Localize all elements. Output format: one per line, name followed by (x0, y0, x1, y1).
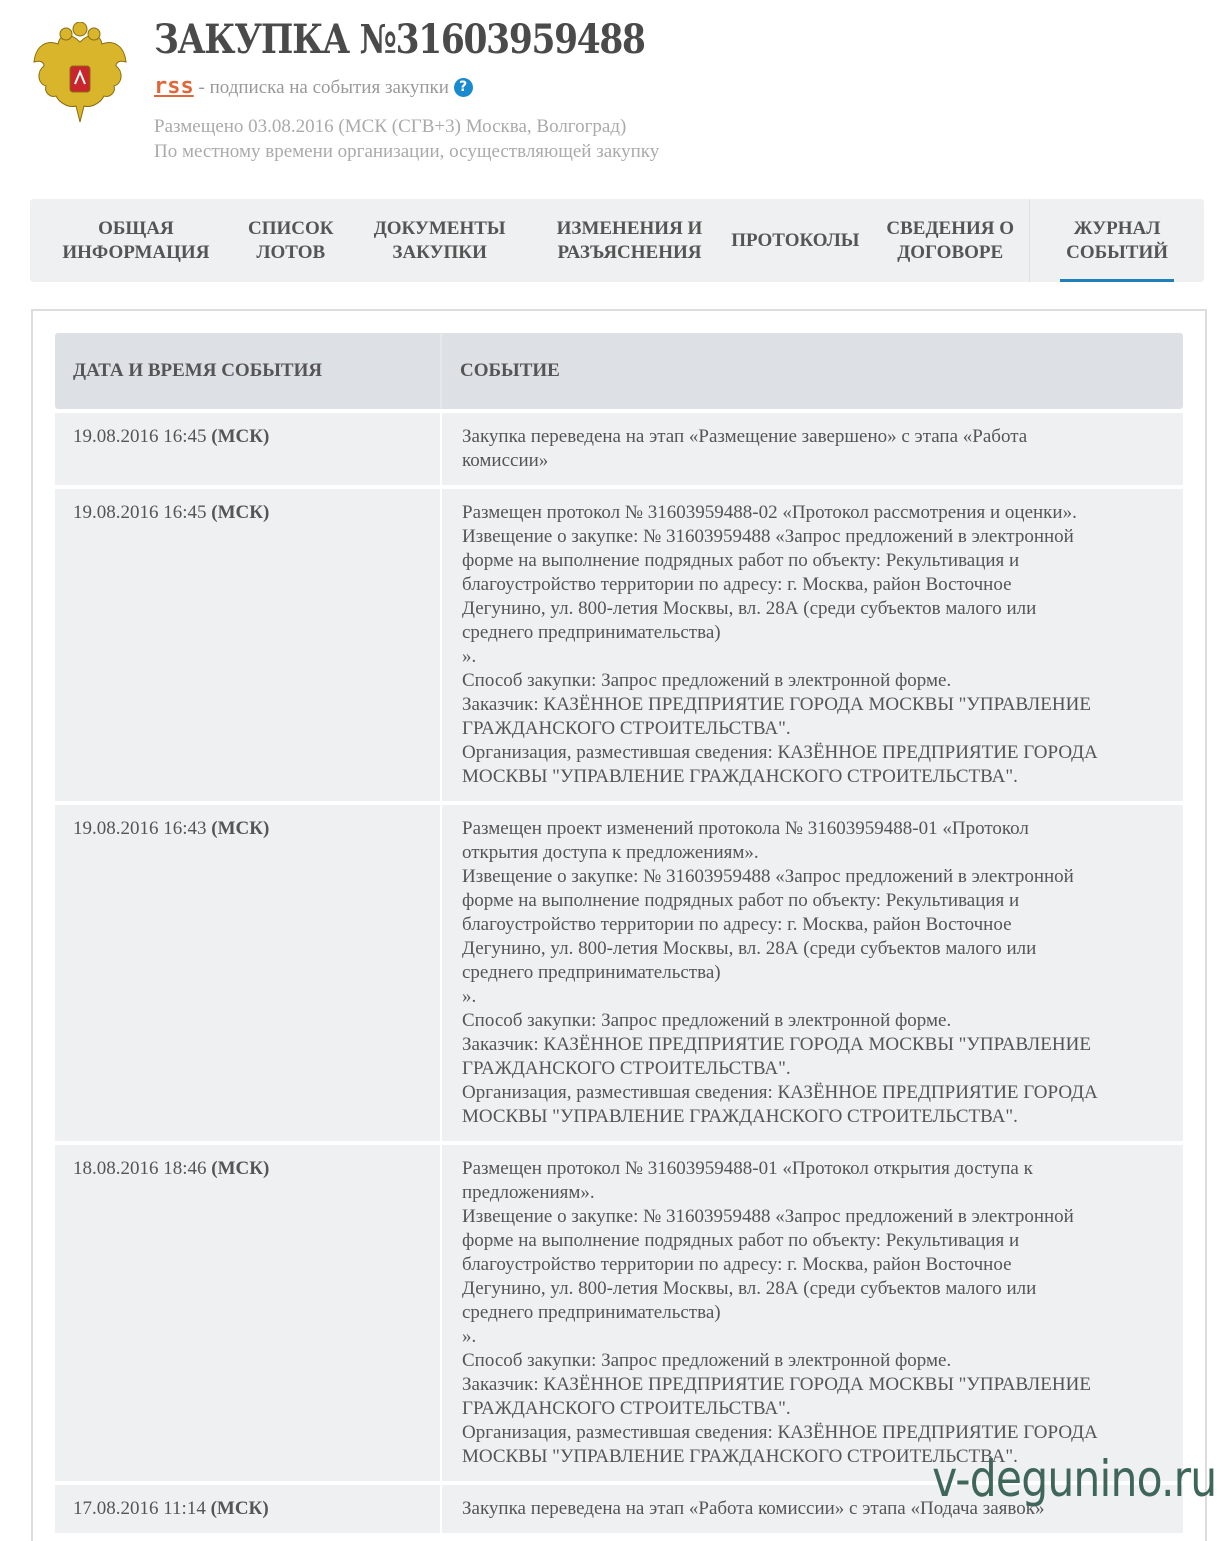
event-text-line: Организация, разместившая сведения: КАЗЁННОЕ ПРЕДПРИЯТИЕ ГОРОДА (462, 1422, 1098, 1443)
events-table-body (55, 413, 1183, 1537)
event-text-line: среднего предпринимательства) (462, 962, 721, 983)
placement-info (154, 114, 659, 164)
event-text-line: ». (462, 986, 477, 1007)
local-time-note: По местному времени организации, осуществляющей закупку (154, 141, 660, 162)
rss-link[interactable]: rss (154, 74, 194, 99)
timezone: (МСК) (211, 1158, 270, 1179)
table-row (55, 489, 1183, 801)
event-text-line: ». (462, 646, 477, 667)
event-description (442, 489, 1183, 801)
event-text-line: ГРАЖДАНСКОГО СТРОИТЕЛЬСТВА". (462, 1058, 791, 1079)
event-text-line: Извещение о закупке: № 31603959488 «Запрос предложений в электронной (462, 1206, 1074, 1227)
tab-5[interactable] (719, 199, 871, 282)
table-row (55, 805, 1183, 1141)
event-datetime (55, 413, 442, 485)
event-text-line: Дегунино, ул. 800-летия Москвы, вл. 28А (среди субъектов малого или (462, 1278, 1037, 1299)
event-datetime (55, 489, 442, 801)
rss-description: - подписка на события закупки (193, 77, 449, 98)
timezone: (МСК) (211, 426, 270, 447)
table-row (55, 413, 1183, 485)
timezone: (МСК) (210, 1498, 269, 1519)
event-text-line: предложениям». (462, 1182, 595, 1203)
column-header-event: СОБЫТИЕ (460, 360, 560, 381)
event-text-line: ГРАЖДАНСКОГО СТРОИТЕЛЬСТВА". (462, 1398, 791, 1419)
timezone: (МСК) (211, 818, 270, 839)
russian-coat-of-arms-logo (30, 22, 130, 127)
tab-label: СПИСОК ЛОТОВ (247, 217, 334, 263)
watermark: v-degunino.ru (931, 1450, 1216, 1508)
tab-7[interactable] (1029, 199, 1204, 282)
event-text-line: Размещен протокол № 31603959488-02 «Протокол рассмотрения и оценки». (462, 502, 1077, 523)
tab-bar (30, 199, 1204, 282)
event-text-line: Извещение о закупке: № 31603959488 «Запрос предложений в электронной (462, 526, 1074, 547)
event-date: 17.08.2016 11:14 (73, 1498, 211, 1519)
event-text-line: среднего предпринимательства) (462, 1302, 721, 1323)
question-circle-icon[interactable]: ? (454, 78, 473, 97)
event-text-line: форме на выполнение подрядных работ по объекту: Рекультивация и (462, 1230, 1020, 1251)
placed-date: Размещено 03.08.2016 (МСК (СГВ+3) Москва, Волгоград) (154, 116, 627, 137)
event-text-line: ГРАЖДАНСКОГО СТРОИТЕЛЬСТВА". (462, 718, 791, 739)
event-datetime (55, 1145, 442, 1481)
event-description (442, 805, 1183, 1141)
event-text-line: среднего предпринимательства) (462, 622, 721, 643)
event-text-line: Организация, разместившая сведения: КАЗЁННОЕ ПРЕДПРИЯТИЕ ГОРОДА (462, 742, 1098, 763)
tab-3[interactable] (340, 199, 540, 282)
event-text-line: Закупка переведена на этап «Работа комиссии» с этапа «Подача заявок» (462, 1498, 1045, 1519)
events-panel (31, 309, 1207, 1541)
event-datetime (55, 1485, 442, 1533)
event-text-line: Дегунино, ул. 800-летия Москвы, вл. 28А (среди субъектов малого или (462, 938, 1037, 959)
event-text-line: МОСКВЫ "УПРАВЛЕНИЕ ГРАЖДАНСКОГО СТРОИТЕЛЬСТВА". (462, 766, 1018, 787)
event-text-line: ». (462, 1326, 477, 1347)
event-text-line: открытия доступа к предложениям». (462, 842, 759, 863)
event-text-line: форме на выполнение подрядных работ по объекту: Рекультивация и (462, 890, 1020, 911)
event-text-line: Дегунино, ул. 800-летия Москвы, вл. 28А (среди субъектов малого или (462, 598, 1037, 619)
event-text-line: Размещен протокол № 31603959488-01 «Протокол открытия доступа к (462, 1158, 1033, 1179)
tab-label: ЖУРНАЛ СОБЫТИЙ (1066, 217, 1169, 263)
event-text-line: МОСКВЫ "УПРАВЛЕНИЕ ГРАЖДАНСКОГО СТРОИТЕЛЬСТВА". (462, 1106, 1018, 1127)
event-text-line: комиссии» (462, 450, 549, 471)
event-text-line: Заказчик: КАЗЁННОЕ ПРЕДПРИЯТИЕ ГОРОДА МОСКВЫ "УПРАВЛЕНИЕ (462, 1374, 1091, 1395)
tab-label: ИЗМЕНЕНИЯ И РАЗЪЯСНЕНИЯ (556, 217, 703, 263)
tab-label: ОБЩАЯ ИНФОРМАЦИЯ (62, 217, 210, 263)
event-text-line: Способ закупки: Запрос предложений в электронной форме. (462, 670, 952, 691)
event-datetime (55, 805, 442, 1141)
tab-6[interactable] (871, 199, 1029, 282)
tab-4[interactable] (540, 199, 720, 282)
event-date: 19.08.2016 16:43 (73, 818, 212, 839)
event-text-line: Заказчик: КАЗЁННОЕ ПРЕДПРИЯТИЕ ГОРОДА МОСКВЫ "УПРАВЛЕНИЕ (462, 1034, 1091, 1055)
event-date: 19.08.2016 16:45 (73, 502, 212, 523)
event-text-line: МОСКВЫ "УПРАВЛЕНИЕ ГРАЖДАНСКОГО СТРОИТЕЛЬСТВА". (462, 1446, 1018, 1467)
tab-1[interactable] (30, 199, 242, 282)
table-row (55, 1145, 1183, 1481)
event-text-line: Закупка переведена на этап «Размещение завершено» с этапа «Работа (462, 426, 1028, 447)
event-text-line: Организация, разместившая сведения: КАЗЁННОЕ ПРЕДПРИЯТИЕ ГОРОДА (462, 1082, 1098, 1103)
event-text-line: форме на выполнение подрядных работ по объекту: Рекультивация и (462, 550, 1020, 571)
event-text-line: благоустройство территории по адресу: г. Москва, район Восточное (462, 1254, 1012, 1275)
event-text-line: Способ закупки: Запрос предложений в электронной форме. (462, 1010, 952, 1031)
event-description (442, 413, 1183, 485)
event-text-line: благоустройство территории по адресу: г. Москва, район Восточное (462, 574, 1012, 595)
event-date: 18.08.2016 18:46 (73, 1158, 212, 1179)
event-description (442, 1145, 1183, 1481)
event-text-line: благоустройство территории по адресу: г. Москва, район Восточное (462, 914, 1012, 935)
event-text-line: Извещение о закупке: № 31603959488 «Запрос предложений в электронной (462, 866, 1074, 887)
tab-label: ДОКУМЕНТЫ ЗАКУПКИ (373, 217, 506, 263)
table-header (55, 333, 1183, 409)
page-title: ЗАКУПКА №31603959488 (154, 16, 645, 63)
tab-2[interactable] (242, 199, 340, 282)
event-date: 19.08.2016 16:45 (73, 426, 212, 447)
event-text-line: Размещен проект изменений протокола № 31603959488-01 «Протокол (462, 818, 1029, 839)
tab-label: ПРОТОКОЛЫ (731, 229, 860, 251)
event-text-line: Способ закупки: Запрос предложений в электронной форме. (462, 1350, 952, 1371)
rss-subscription (154, 74, 473, 99)
tab-label: СВЕДЕНИЯ О ДОГОВОРЕ (886, 217, 1015, 263)
timezone: (МСК) (211, 502, 270, 523)
column-header-date: ДАТА И ВРЕМЯ СОБЫТИЯ (55, 333, 442, 409)
event-text-line: Заказчик: КАЗЁННОЕ ПРЕДПРИЯТИЕ ГОРОДА МОСКВЫ "УПРАВЛЕНИЕ (462, 694, 1091, 715)
